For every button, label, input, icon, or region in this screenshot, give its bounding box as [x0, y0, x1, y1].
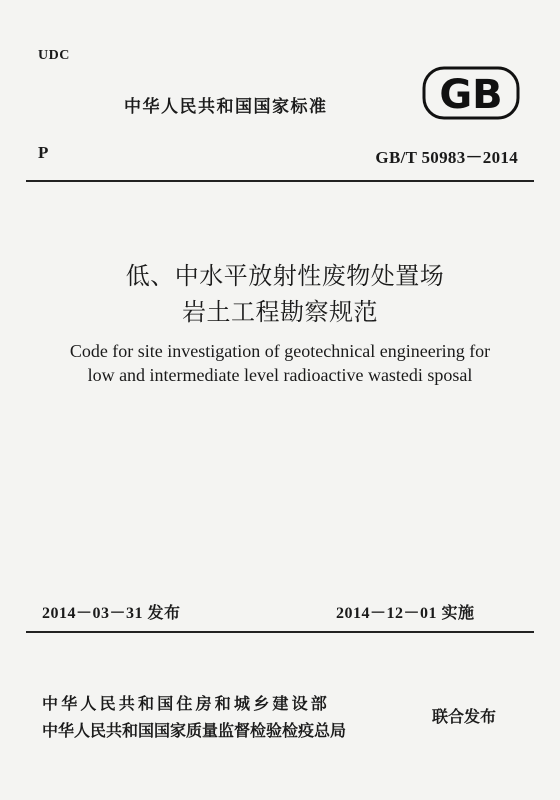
udc-label: UDC [38, 48, 70, 63]
header-divider [26, 180, 534, 182]
standard-number: GB/T 50983－2014 [375, 148, 518, 167]
joint-issue-label: 联合发布 [432, 707, 497, 726]
issue-date: 2014－03－31 发布 [42, 605, 181, 622]
title-cn-line1: 低、中水平放射性废物处置场 [125, 262, 445, 290]
issuer-aqsiq: 中华人民共和国国家质量监督检验检疫总局 [42, 721, 347, 740]
gb-logo [422, 66, 520, 120]
title-en-line2: low and intermediate level radioactive wastedi sposal [87, 365, 473, 385]
issuer-ministry-housing: 中华人民共和国住房和城乡建设部 [42, 694, 331, 713]
standard-type: 中华人民共和国国家标准 [124, 97, 328, 117]
implement-date: 2014－12－01 实施 [336, 605, 475, 622]
gb-logo-text: GB [439, 72, 503, 118]
title-en-line1: Code for site investigation of geotechnical engineering for [69, 341, 491, 361]
title-cn-line2: 岩土工程勘察规范 [182, 298, 378, 326]
dates-divider [26, 631, 534, 633]
classification-code: P [38, 143, 49, 162]
